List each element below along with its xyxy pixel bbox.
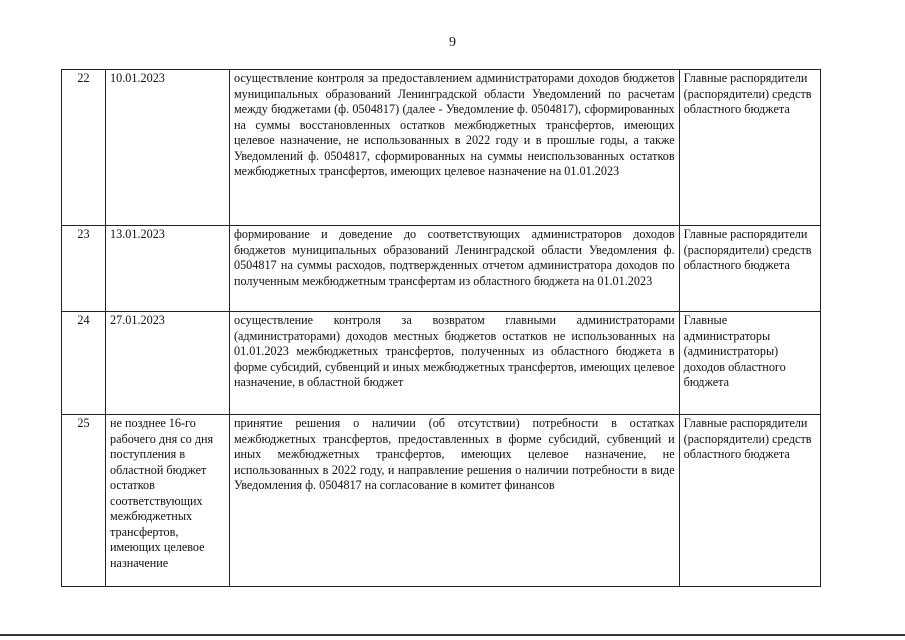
table-row bbox=[62, 226, 821, 312]
table-row bbox=[62, 415, 821, 587]
row-responsible: Главные распорядители (распорядители) средств областного бюджета bbox=[679, 70, 820, 226]
row-description: осуществление контроля за предоставлением администраторами доходов бюджетов муниципальных образований Ленинградской области Уведомлений по расчетам между бюджетами (ф. 0504817) (далее - Уведомление ф. 0504817), сформированных на суммы восстановленных остатков межбюджетных трансфертов, имеющих целевое назначение, не использованных в 2022 году и в прошлые годы, а также Уведомлений ф. 0504817, сформированных на суммы неиспользованных остатков межбюджетных трансфертов, имеющих целевое назначение на 01.01.2023 bbox=[229, 70, 679, 226]
schedule-table bbox=[61, 69, 821, 587]
scan-bottom-edge bbox=[0, 634, 905, 636]
row-date: не позднее 16-го рабочего дня со дня поступления в областной бюджет остатков соответствующих межбюджетных трансфертов, имеющих целевое назначение bbox=[106, 415, 230, 587]
row-responsible: Главные распорядители (распорядители) средств областного бюджета bbox=[679, 415, 820, 587]
row-number: 25 bbox=[62, 415, 106, 587]
row-date: 13.01.2023 bbox=[106, 226, 230, 312]
row-description: принятие решения о наличии (об отсутствии) потребности в остатках межбюджетных трансфертов, предоставленных в форме субсидий, субвенций и иных межбюджетных трансфертов, имеющих целевое назначение, не использованных в 2022 году, и направление решения о наличии потребности в виде Уведомления ф. 0504817 на согласование в комитет финансов bbox=[229, 415, 679, 587]
row-number: 23 bbox=[62, 226, 106, 312]
row-number: 24 bbox=[62, 312, 106, 415]
row-number: 22 bbox=[62, 70, 106, 226]
page-number: 9 bbox=[449, 35, 456, 50]
table-row bbox=[62, 70, 821, 226]
row-responsible: Главные распорядители (распорядители) средств областного бюджета bbox=[679, 226, 820, 312]
row-date: 27.01.2023 bbox=[106, 312, 230, 415]
row-description: осуществление контроля за возвратом главными администраторами (администраторами) доходов местных бюджетов остатков не использованных на 01.01.2023 межбюджетных трансфертов, полученных из областного бюджета в форме субсидий, субвенций и иных межбюджетных трансфертов, имеющих целевое назначение, в областной бюджет bbox=[229, 312, 679, 415]
row-date: 10.01.2023 bbox=[106, 70, 230, 226]
row-responsible: Главные администраторы (администраторы) доходов областного бюджета bbox=[679, 312, 820, 415]
row-description: формирование и доведение до соответствующих администраторов доходов бюджетов муниципальных образований Ленинградской области Уведомления ф. 0504817 на суммы расходов, подтвержденных отчетом администратора доходов по полученным межбюджетным трансфертам из областного бюджета на 01.01.2023 bbox=[229, 226, 679, 312]
table-row bbox=[62, 312, 821, 415]
